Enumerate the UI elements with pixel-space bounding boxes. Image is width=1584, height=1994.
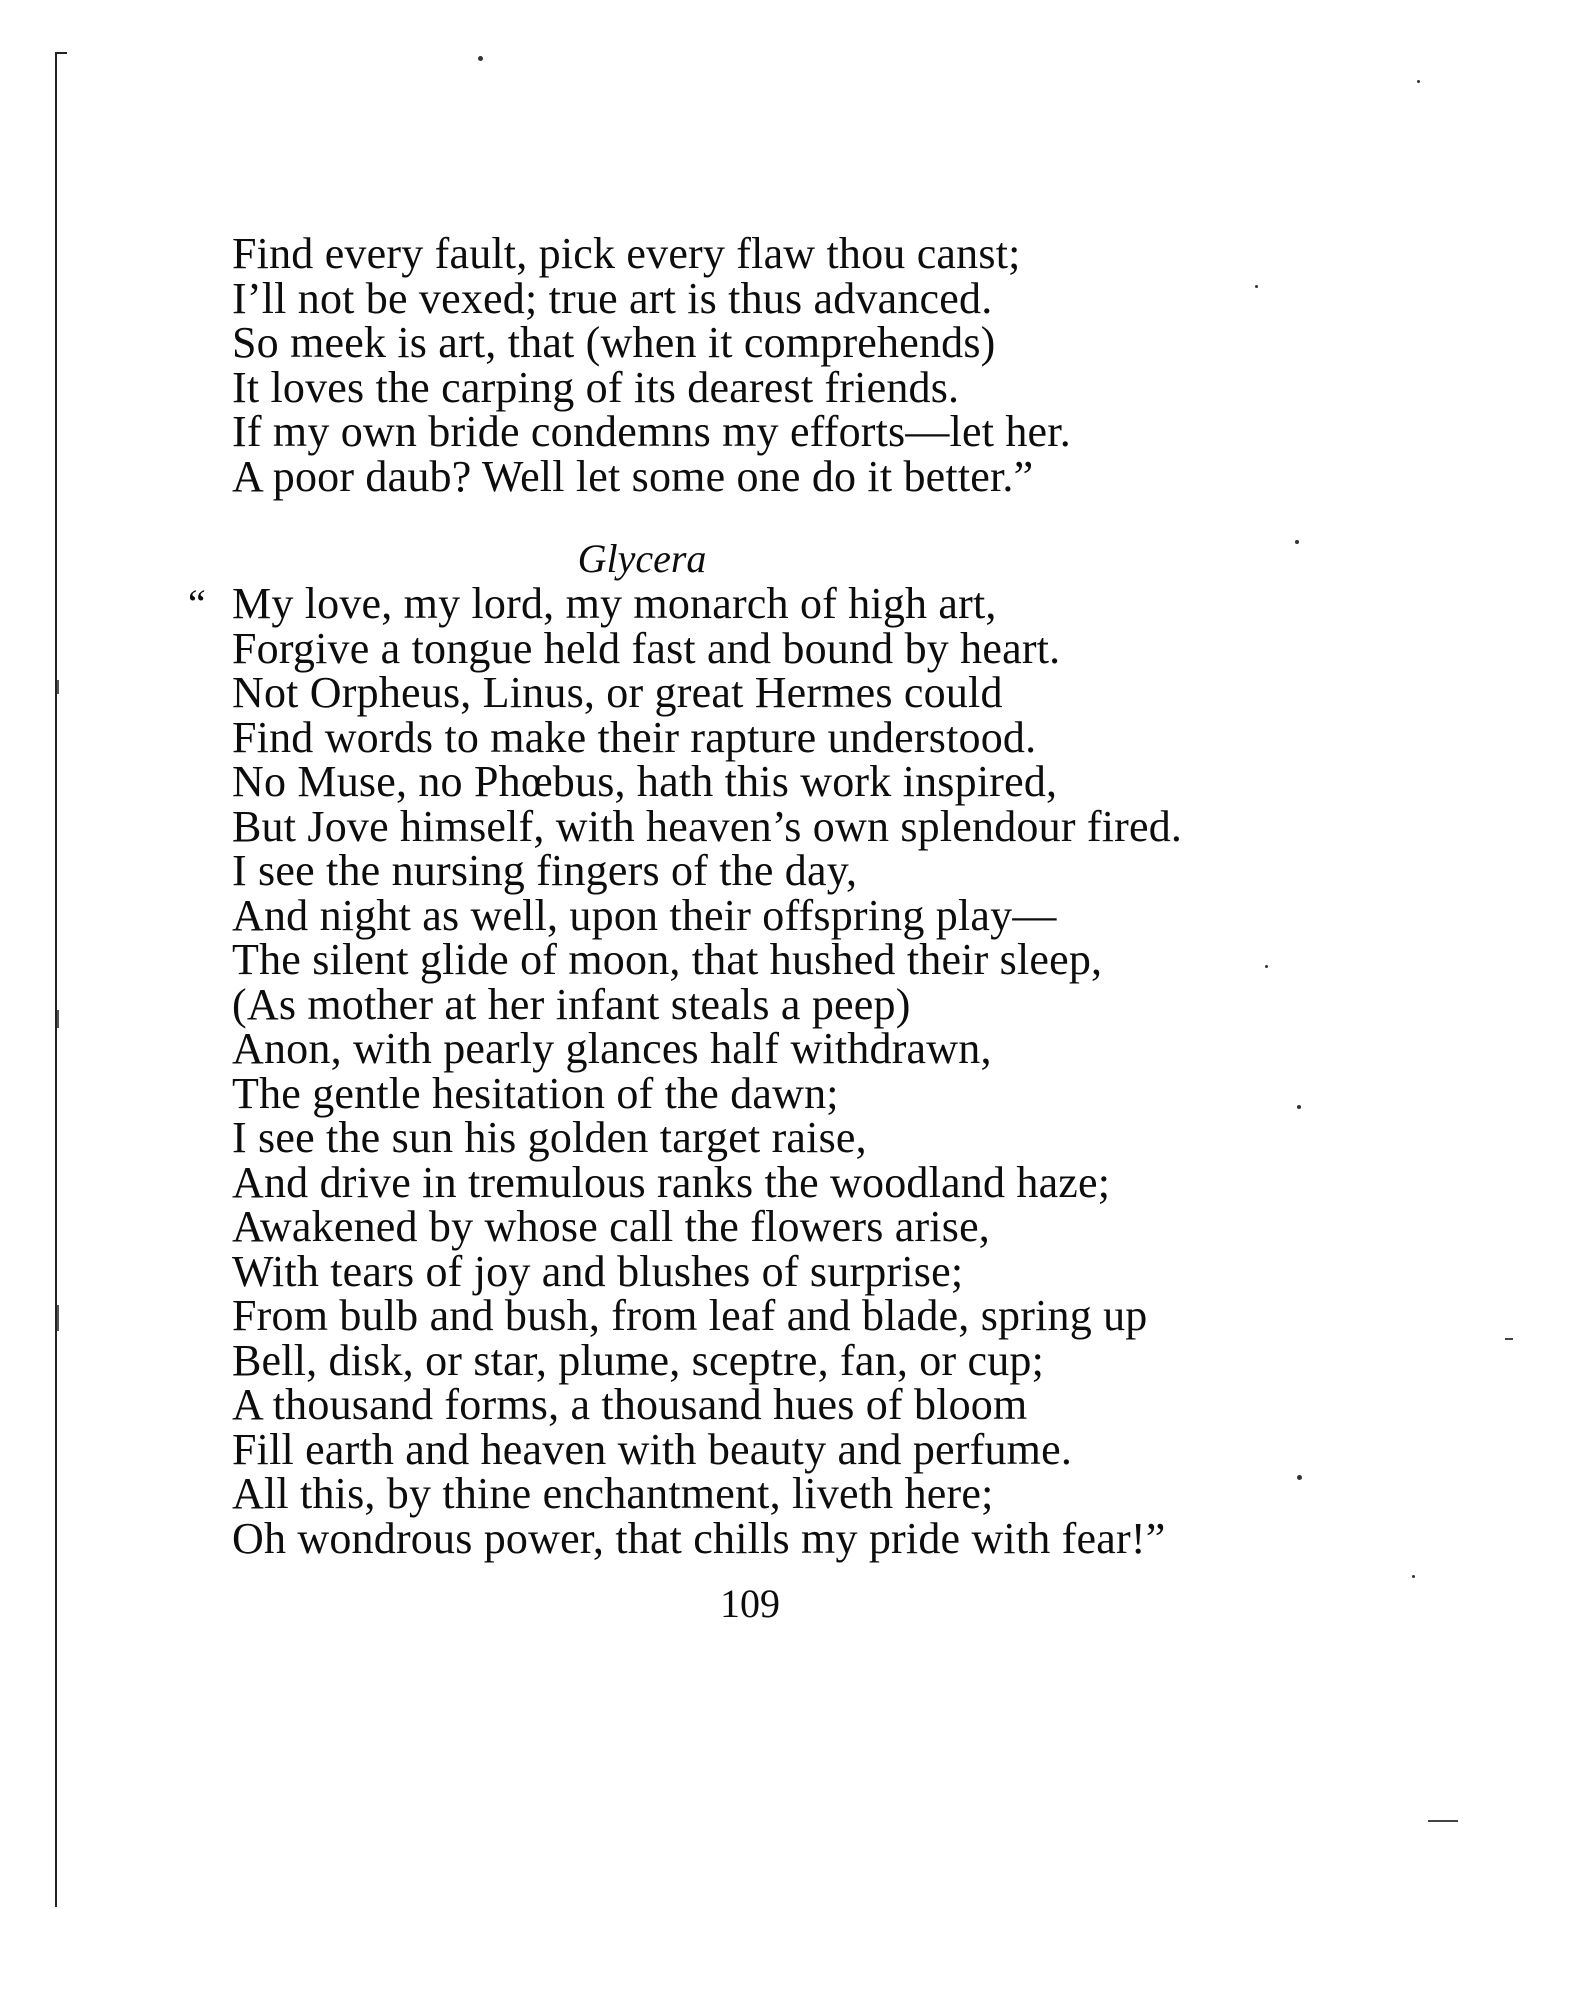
verse-line: From bulb and bush, from leaf and blade, spring up <box>232 1291 1148 1340</box>
scan-margin-rule-cap <box>55 52 67 54</box>
verse-line: The gentle hesitation of the dawn; <box>232 1068 839 1118</box>
verse-line: I see the nursing fingers of the day, <box>232 846 858 895</box>
verse-line: So meek is art, that (when it comprehends) <box>232 318 996 367</box>
verse-line: A thousand forms, a thousand hues of bloom <box>232 1380 1028 1429</box>
verse-line: Not Orpheus, Linus, or great Hermes could <box>232 668 1003 717</box>
verse-line: The silent glide of moon, that hushed their sleep, <box>232 935 1103 984</box>
verse-line: Awakened by whose call the flowers arise, <box>232 1202 991 1251</box>
verse-line: No Muse, no Phœbus, hath this work inspired, <box>232 757 1058 806</box>
verse-line: Anon, with pearly glances half withdrawn, <box>232 1024 992 1073</box>
verse-line: But Jove himself, with heaven’s own splendour fired. <box>232 801 1183 851</box>
verse-line: All this, by thine enchantment, liveth here; <box>232 1469 994 1518</box>
verse-line: Forgive a tongue held fast and bound by heart. <box>232 623 1061 673</box>
verse-line: Fill earth and heaven with beauty and perfume. <box>232 1424 1073 1474</box>
verse-line: If my own bride condemns my efforts—let her. <box>232 407 1071 456</box>
verse-line: (As mother at her infant steals a peep) <box>232 979 911 1029</box>
page-number: 109 <box>720 1581 780 1626</box>
scan-mark <box>57 1010 59 1028</box>
speaker-heading: Glycera <box>577 536 707 581</box>
verse-line: My love, my lord, my monarch of high art, <box>232 579 997 628</box>
verse-line: Oh wondrous power, that chills my pride with fear!” <box>232 1513 1166 1563</box>
scan-speck <box>478 56 483 61</box>
scan-speck <box>1417 80 1420 83</box>
scan-speck <box>1412 1575 1415 1578</box>
verse-line: And night as well, upon their offspring play— <box>232 890 1057 940</box>
verse-line: I see the sun his golden target raise, <box>232 1113 867 1162</box>
scan-margin-rule <box>55 52 57 1907</box>
verse-line: It loves the carping of its dearest friends. <box>232 362 960 412</box>
scan-mark <box>1505 1338 1513 1340</box>
verse-line: I’ll not be vexed; true art is thus advanced. <box>232 273 993 323</box>
verse-line: With tears of joy and blushes of surprise; <box>232 1246 964 1296</box>
poem-body <box>188 229 1352 1563</box>
verse-line: Find every fault, pick every flaw thou canst; <box>232 229 1021 278</box>
scan-mark <box>57 680 59 694</box>
verse-line: Find words to make their rapture understood. <box>232 712 1037 762</box>
scan-mark <box>57 1305 59 1331</box>
opening-quote-mark: “ <box>188 581 206 626</box>
scan-mark <box>1428 1820 1458 1822</box>
stanza-one <box>232 229 1352 501</box>
verse-line: And drive in tremulous ranks the woodland haze; <box>232 1157 1111 1207</box>
verse-line: Bell, disk, or star, plume, sceptre, fan, or cup; <box>232 1335 1045 1385</box>
verse-line: A poor daub? Well let some one do it better.” <box>232 451 1034 501</box>
stanza-two <box>188 579 1352 1563</box>
